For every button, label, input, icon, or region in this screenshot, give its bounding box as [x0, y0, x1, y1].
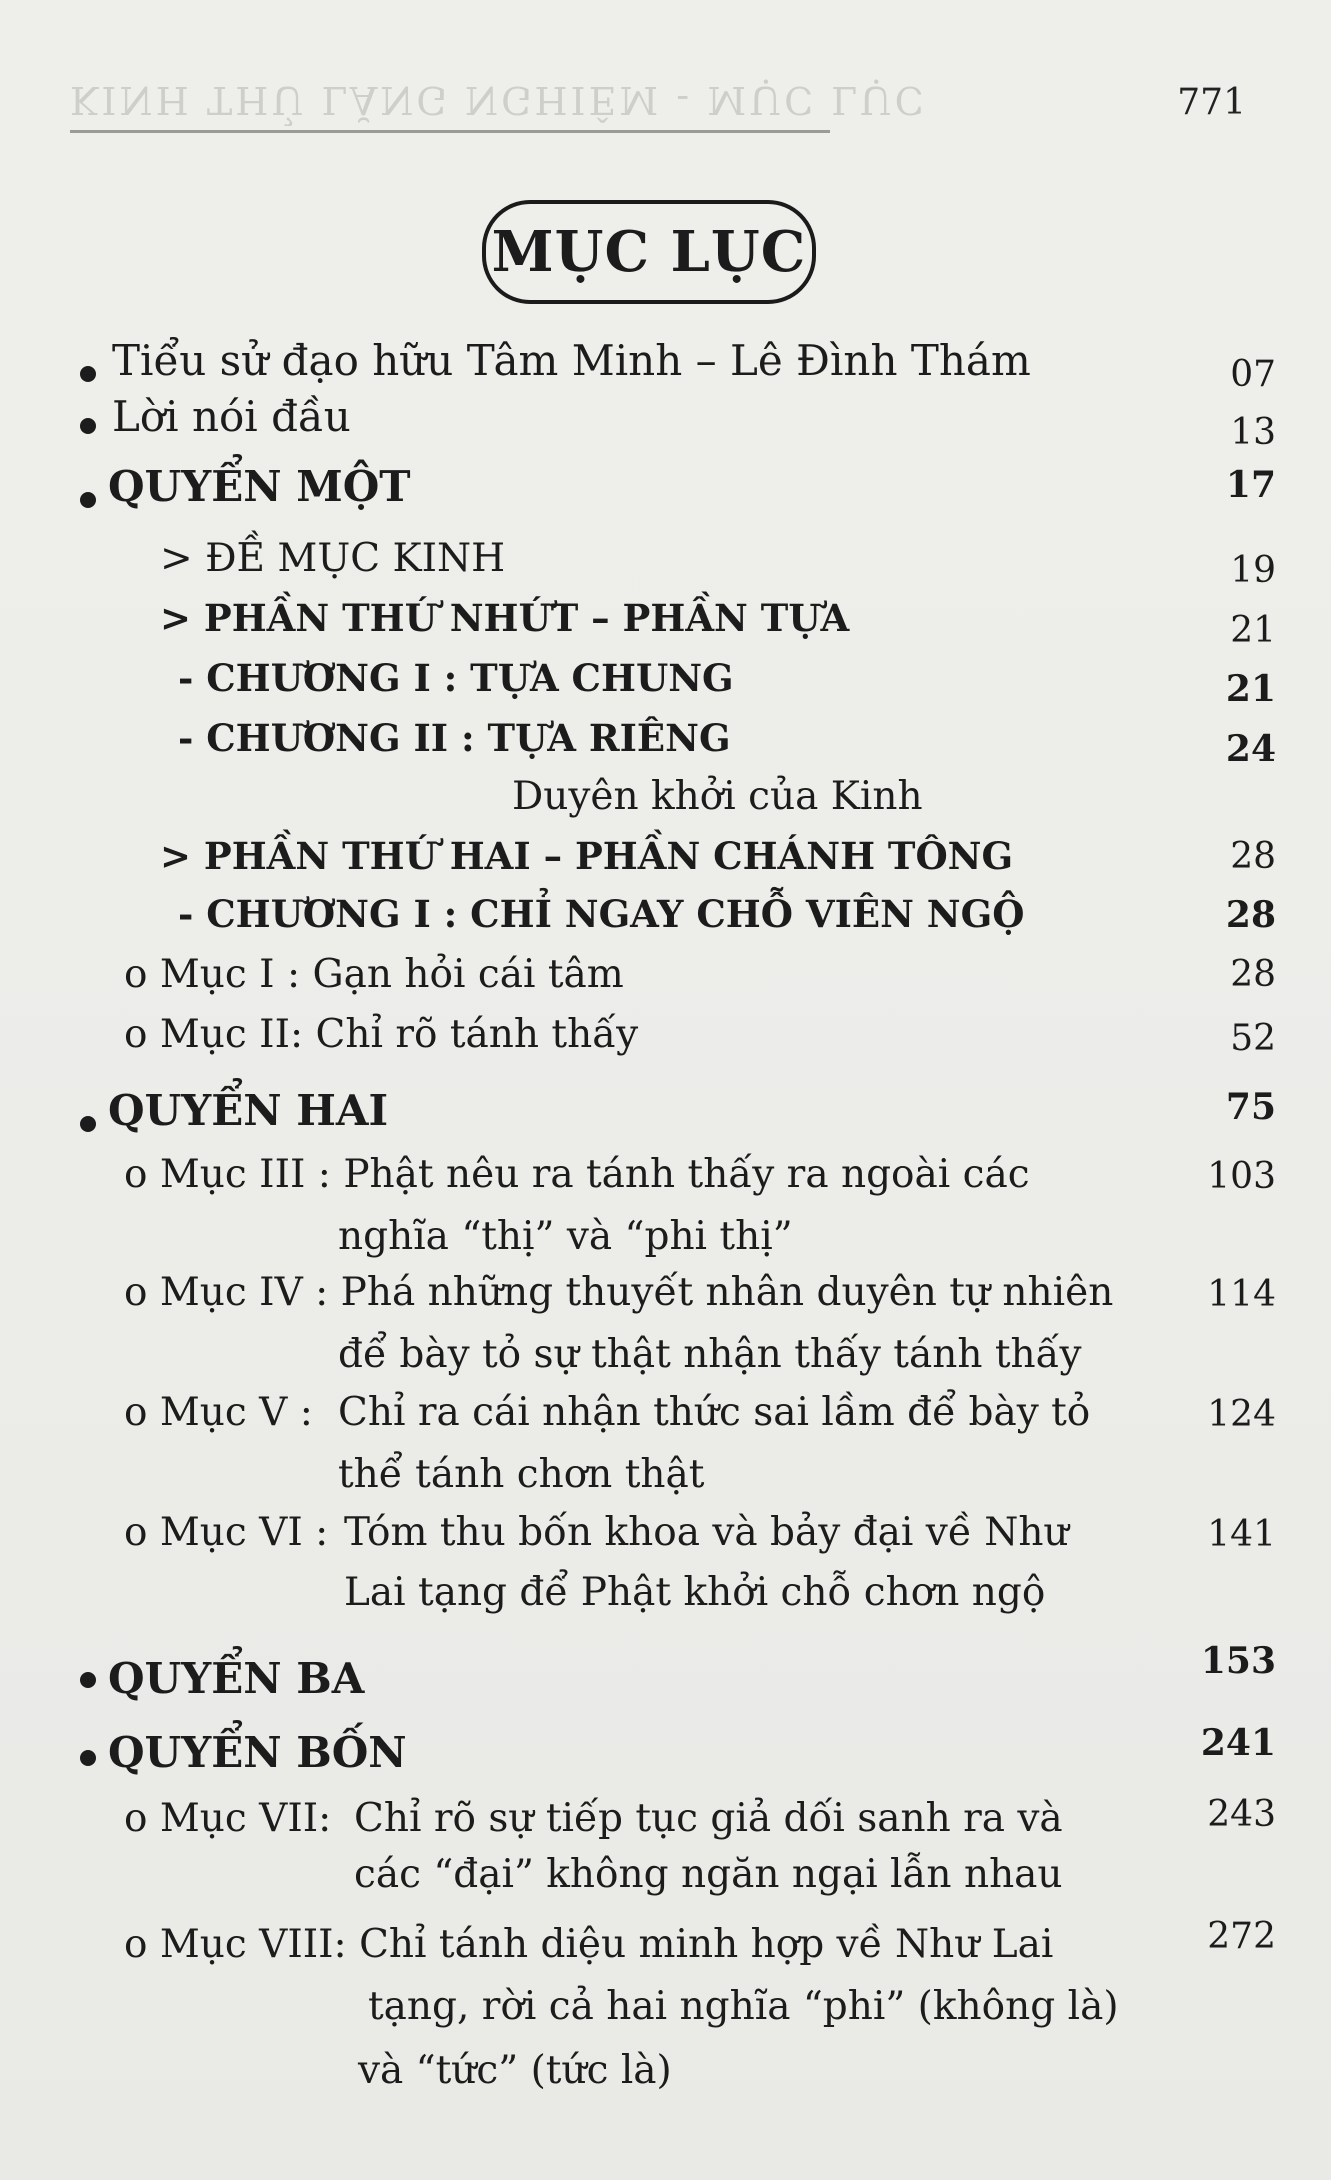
toc-entry-page: 103 [1207, 1156, 1276, 1197]
bullet-icon [80, 492, 96, 508]
toc-entry-label: o Mục IV : Phá những thuyết nhân duyên tự nhiên [124, 1270, 1114, 1315]
toc-entry-label: tạng, rời cả hai nghĩa “phi” (không là) [368, 1984, 1119, 2029]
toc-entry-label: Lời nói đầu [112, 392, 351, 441]
toc-entry-page: 272 [1207, 1916, 1276, 1957]
toc-entry-label: > PHẦN THỨ HAI – PHẦN CHÁNH TÔNG [160, 834, 1014, 878]
toc-entry-label: QUYỂN BA [108, 1654, 365, 1703]
toc-entry-label: nghĩa “thị” và “phi thị” [338, 1214, 793, 1259]
toc-entry-page: 52 [1230, 1018, 1276, 1059]
toc-entry-label: để bày tỏ sự thật nhận thấy tánh thấy [338, 1332, 1082, 1377]
toc-entry-label: Tóm thu bốn khoa và bảy đại về Như [344, 1510, 1069, 1555]
toc-entry-page: 75 [1225, 1086, 1276, 1128]
toc-entry-label: o Mục I : Gạn hỏi cái tâm [124, 952, 624, 997]
bullet-icon [80, 418, 96, 434]
toc-entry-label: o Mục V : [124, 1390, 313, 1435]
toc-entry-page: 19 [1230, 550, 1276, 591]
toc-entry-label: thể tánh chơn thật [338, 1452, 705, 1497]
toc-entry-label: - CHƯƠNG I : TỰA CHUNG [178, 656, 734, 700]
toc-entry-page: 28 [1225, 894, 1276, 936]
toc-entry-label: các “đại” không ngăn ngại lẫn nhau [354, 1852, 1063, 1897]
toc-entry-page: 17 [1225, 464, 1276, 506]
toc-entry-label: - CHƯƠNG I : CHỈ NGAY CHỖ VIÊN NGỘ [178, 892, 1025, 936]
toc-entry-page: 241 [1200, 1722, 1276, 1764]
toc-entry-label: o Mục III : Phật nêu ra tánh thấy ra ngoài các [124, 1152, 1030, 1197]
bullet-icon [80, 366, 96, 382]
toc-title: MỤC LỤC [491, 219, 807, 285]
bullet-icon [80, 1116, 96, 1132]
toc-entry-label: - CHƯƠNG II : TỰA RIÊNG [178, 716, 731, 760]
toc-entry-page: 124 [1207, 1394, 1276, 1435]
toc-entry-page: 141 [1207, 1514, 1276, 1555]
toc-entry-label: Chỉ ra cái nhận thức sai lầm để bày tỏ [338, 1390, 1091, 1435]
toc-entry-page: 28 [1230, 836, 1276, 877]
toc-entry-label: > PHẦN THỨ NHỨT – PHẦN TỰA [160, 596, 850, 640]
toc-entry-label: Lai tạng để Phật khởi chỗ chơn ngộ [344, 1570, 1046, 1615]
toc-entry-label: > ĐỀ MỤC KINH [160, 536, 506, 581]
toc-entry-label: Chỉ rõ sự tiếp tục giả dối sanh ra và [354, 1796, 1063, 1841]
bullet-icon [80, 1672, 96, 1688]
toc-entry-page: 153 [1200, 1640, 1276, 1682]
running-header-title: KINH THỦ LĂNG NGHIÊM - MỤC LỤC [70, 78, 927, 122]
toc-entry-page: 114 [1207, 1274, 1276, 1315]
toc-entry-label: o Mục VIII: Chỉ tánh diệu minh hợp về Như Lai [124, 1922, 1054, 1967]
bullet-icon [80, 1750, 96, 1766]
toc-entry-label: Tiểu sử đạo hữu Tâm Minh – Lê Đình Thám [112, 336, 1031, 385]
toc-entry-label: Duyên khởi của Kinh [512, 774, 923, 819]
toc-entry-label: o Mục VII: [124, 1796, 332, 1841]
toc-entry-label: QUYỂN HAI [108, 1086, 389, 1135]
toc-entry-label: o Mục VI : [124, 1510, 329, 1555]
toc-entry-label: và “tức” (tức là) [358, 2048, 672, 2093]
page-number: 771 [1177, 82, 1246, 123]
toc-entry-page: 24 [1225, 728, 1276, 770]
toc-entry-page: 07 [1230, 354, 1276, 395]
toc-entry-page: 21 [1230, 610, 1276, 651]
toc-entry-label: QUYỂN MỘT [108, 462, 411, 511]
toc-entry-page: 243 [1207, 1794, 1276, 1835]
toc-entry-page: 21 [1225, 668, 1276, 710]
toc-entry-label: QUYỂN BỐN [108, 1728, 407, 1777]
toc-entry-page: 28 [1230, 954, 1276, 995]
toc-entry-label: o Mục II: Chỉ rõ tánh thấy [124, 1012, 639, 1057]
toc-entry-page: 13 [1230, 412, 1276, 453]
